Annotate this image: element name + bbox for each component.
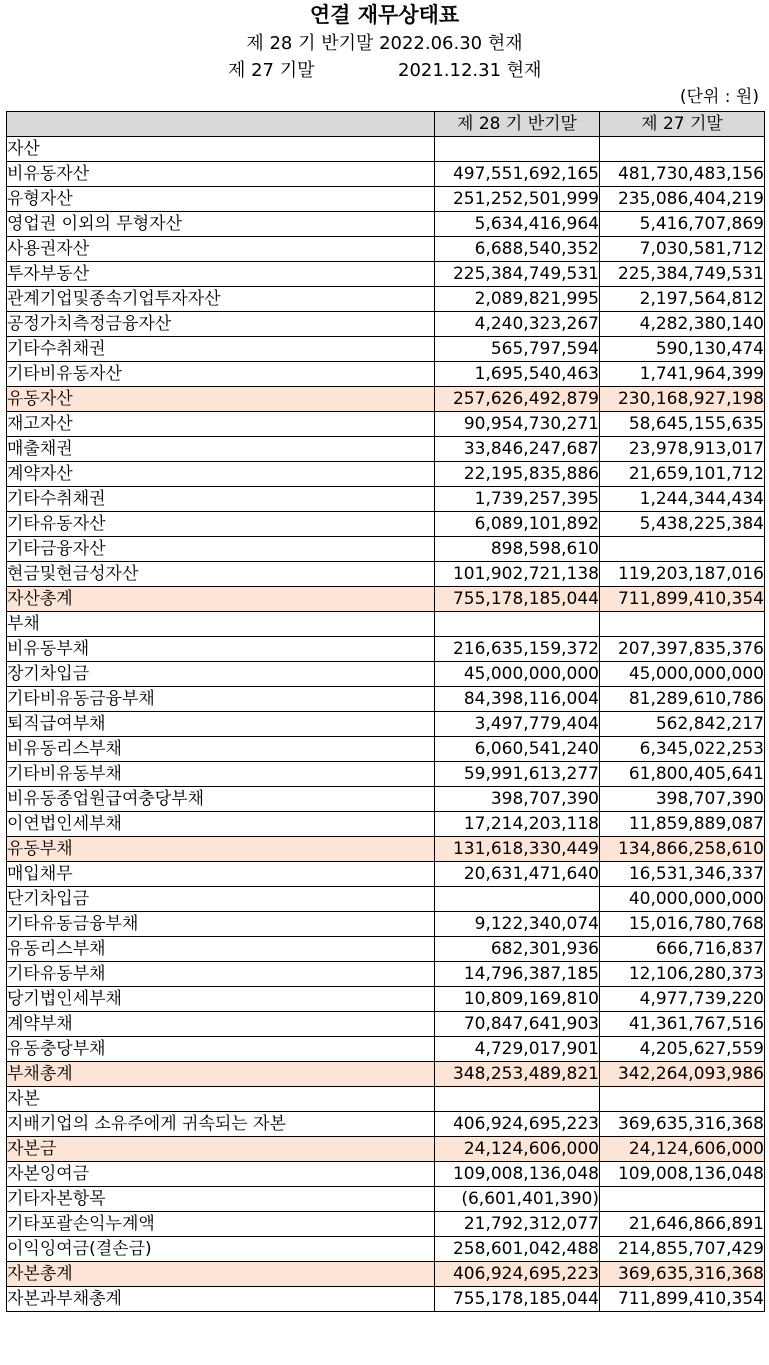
- table-row: [7, 662, 765, 687]
- statement-title: 연결 재무상태표: [309, 3, 460, 27]
- row-label: 기타포괄손익누계액: [7, 1212, 435, 1237]
- prior-period-value: 4,282,380,140: [600, 312, 765, 337]
- row-label: 비유동자산: [7, 162, 435, 187]
- prior-period-value: 590,130,474: [600, 337, 765, 362]
- row-label: 자본잉여금: [7, 1162, 435, 1187]
- row-label: 사용권자산: [7, 237, 435, 262]
- prior-period-value: [600, 1187, 765, 1212]
- table-row: [7, 737, 765, 762]
- table-row: [7, 762, 765, 787]
- table-row: [7, 287, 765, 312]
- current-period-value: 24,124,606,000: [435, 1137, 600, 1162]
- prior-period-value: [600, 1087, 765, 1112]
- row-label: 당기법인세부채: [7, 987, 435, 1012]
- row-label: 지배기업의 소유주에게 귀속되는 자본: [7, 1112, 435, 1137]
- current-period-value: 565,797,594: [435, 337, 600, 362]
- table-row: [7, 837, 765, 862]
- prior-period-value: 711,899,410,354: [600, 587, 765, 612]
- current-period-value: 406,924,695,223: [435, 1112, 600, 1137]
- prior-period-value: 214,855,707,429: [600, 1237, 765, 1262]
- table-row: [7, 962, 765, 987]
- table-row: [7, 887, 765, 912]
- current-period-value: 258,601,042,488: [435, 1237, 600, 1262]
- current-period-value: 9,122,340,074: [435, 912, 600, 937]
- row-label: 이연법인세부채: [7, 812, 435, 837]
- prior-period-value: 134,866,258,610: [600, 837, 765, 862]
- statement-header: [0, 0, 769, 110]
- row-label: 계약부채: [7, 1012, 435, 1037]
- prior-period-value: [600, 612, 765, 637]
- table-row: [7, 687, 765, 712]
- row-label: 기타유동부채: [7, 962, 435, 987]
- prior-period-value: 6,345,022,253: [600, 737, 765, 762]
- row-label: 기타비유동자산: [7, 362, 435, 387]
- row-label: 퇴직급여부채: [7, 712, 435, 737]
- prior-period-value: 109,008,136,048: [600, 1162, 765, 1187]
- table-row: [7, 487, 765, 512]
- prior-period-value: 230,168,927,198: [600, 387, 765, 412]
- current-period-value: 45,000,000,000: [435, 662, 600, 687]
- current-period-value: 17,214,203,118: [435, 812, 600, 837]
- current-period-value: 33,846,247,687: [435, 437, 600, 462]
- current-period-value: 898,598,610: [435, 537, 600, 562]
- header-prior-period: 제 27 기말: [600, 112, 765, 137]
- row-label: 자산총계: [7, 587, 435, 612]
- table-row: [7, 937, 765, 962]
- current-period-value: 4,729,017,901: [435, 1037, 600, 1062]
- table-row: [7, 512, 765, 537]
- table-row: [7, 1212, 765, 1237]
- row-label: 자본: [7, 1087, 435, 1112]
- period-prior-date: 2021.12.31 현재: [398, 60, 542, 81]
- prior-period-value: 481,730,483,156: [600, 162, 765, 187]
- current-period-value: 4,240,323,267: [435, 312, 600, 337]
- table-row: [7, 1112, 765, 1137]
- prior-period-value: 1,244,344,434: [600, 487, 765, 512]
- row-label: 단기차입금: [7, 887, 435, 912]
- current-period-value: 109,008,136,048: [435, 1162, 600, 1187]
- current-period-value: 84,398,116,004: [435, 687, 600, 712]
- current-period-value: 14,796,387,185: [435, 962, 600, 987]
- prior-period-value: 207,397,835,376: [600, 637, 765, 662]
- current-period-value: 59,991,613,277: [435, 762, 600, 787]
- row-label: 공정가치측정금융자산: [7, 312, 435, 337]
- current-period-value: 2,089,821,995: [435, 287, 600, 312]
- current-period-value: 216,635,159,372: [435, 637, 600, 662]
- current-period-value: 21,792,312,077: [435, 1212, 600, 1237]
- current-period-value: 251,252,501,999: [435, 187, 600, 212]
- table-row: [7, 387, 765, 412]
- current-period-value: 406,924,695,223: [435, 1262, 600, 1287]
- row-label: 장기차입금: [7, 662, 435, 687]
- table-row: [7, 537, 765, 562]
- current-period-value: 398,707,390: [435, 787, 600, 812]
- prior-period-value: 40,000,000,000: [600, 887, 765, 912]
- current-period-value: (6,601,401,390): [435, 1187, 600, 1212]
- prior-period-value: 225,384,749,531: [600, 262, 765, 287]
- current-period-value: 90,954,730,271: [435, 412, 600, 437]
- table-row: [7, 362, 765, 387]
- header-item: [7, 112, 435, 137]
- table-header-row: [7, 112, 765, 137]
- prior-period-value: 666,716,837: [600, 937, 765, 962]
- row-label: 투자부동산: [7, 262, 435, 287]
- prior-period-value: [600, 537, 765, 562]
- current-period-value: [435, 887, 600, 912]
- current-period-value: 1,695,540,463: [435, 362, 600, 387]
- current-period-value: 6,060,541,240: [435, 737, 600, 762]
- current-period-value: 20,631,471,640: [435, 862, 600, 887]
- unit-note: (단위 : 원): [679, 87, 759, 107]
- row-label: 자본총계: [7, 1262, 435, 1287]
- prior-period-value: 7,030,581,712: [600, 237, 765, 262]
- table-row: [7, 1287, 765, 1312]
- row-label: 이익잉여금(결손금): [7, 1237, 435, 1262]
- table-row: [7, 1262, 765, 1287]
- table-row: [7, 1037, 765, 1062]
- table-row: [7, 337, 765, 362]
- row-label: 기타수취채권: [7, 337, 435, 362]
- prior-period-value: 5,438,225,384: [600, 512, 765, 537]
- current-period-value: 755,178,185,044: [435, 587, 600, 612]
- row-label: 유동자산: [7, 387, 435, 412]
- prior-period-value: 119,203,187,016: [600, 562, 765, 587]
- table-row: [7, 1237, 765, 1262]
- prior-period-value: 1,741,964,399: [600, 362, 765, 387]
- row-label: 기타금융자산: [7, 537, 435, 562]
- row-label: 기타자본항목: [7, 1187, 435, 1212]
- table-row: [7, 1062, 765, 1087]
- row-label: 자산: [7, 137, 435, 162]
- current-period-value: 131,618,330,449: [435, 837, 600, 862]
- table-row: [7, 637, 765, 662]
- current-period-value: 6,688,540,352: [435, 237, 600, 262]
- period-prior: [0, 57, 769, 84]
- current-period-value: 348,253,489,821: [435, 1062, 600, 1087]
- header-current-period: 제 28 기 반기말: [435, 112, 600, 137]
- prior-period-value: 562,842,217: [600, 712, 765, 737]
- table-row: [7, 562, 765, 587]
- prior-period-value: 2,197,564,812: [600, 287, 765, 312]
- current-period-value: 101,902,721,138: [435, 562, 600, 587]
- prior-period-value: 41,361,767,516: [600, 1012, 765, 1037]
- current-period-value: 10,809,169,810: [435, 987, 600, 1012]
- table-row: [7, 1012, 765, 1037]
- row-label: 매입채무: [7, 862, 435, 887]
- row-label: 유동리스부채: [7, 937, 435, 962]
- prior-period-value: [600, 137, 765, 162]
- table-row: [7, 1087, 765, 1112]
- prior-period-value: 369,635,316,368: [600, 1112, 765, 1137]
- prior-period-value: 58,645,155,635: [600, 412, 765, 437]
- table-row: [7, 237, 765, 262]
- current-period-value: 6,089,101,892: [435, 512, 600, 537]
- current-period-value: 257,626,492,879: [435, 387, 600, 412]
- row-label: 자본과부채총계: [7, 1287, 435, 1312]
- current-period-value: [435, 612, 600, 637]
- table-row: [7, 912, 765, 937]
- row-label: 부채: [7, 612, 435, 637]
- row-label: 비유동종업원급여충당부채: [7, 787, 435, 812]
- prior-period-value: 24,124,606,000: [600, 1137, 765, 1162]
- period-current: 제 28 기 반기말 2022.06.30 현재: [246, 33, 523, 54]
- prior-period-value: 398,707,390: [600, 787, 765, 812]
- prior-period-value: 11,859,889,087: [600, 812, 765, 837]
- row-label: 부채총계: [7, 1062, 435, 1087]
- row-label: 비유동리스부채: [7, 737, 435, 762]
- prior-period-value: 23,978,913,017: [600, 437, 765, 462]
- table-row: [7, 612, 765, 637]
- row-label: 자본금: [7, 1137, 435, 1162]
- prior-period-value: 4,205,627,559: [600, 1037, 765, 1062]
- table-row: [7, 587, 765, 612]
- table-row: [7, 162, 765, 187]
- current-period-value: 3,497,779,404: [435, 712, 600, 737]
- prior-period-value: 235,086,404,219: [600, 187, 765, 212]
- current-period-value: [435, 1087, 600, 1112]
- current-period-value: 225,384,749,531: [435, 262, 600, 287]
- prior-period-value: 21,659,101,712: [600, 462, 765, 487]
- prior-period-value: 5,416,707,869: [600, 212, 765, 237]
- table-row: [7, 987, 765, 1012]
- row-label: 비유동부채: [7, 637, 435, 662]
- table-row: [7, 712, 765, 737]
- table-row: [7, 437, 765, 462]
- prior-period-value: 12,106,280,373: [600, 962, 765, 987]
- row-label: 유동충당부채: [7, 1037, 435, 1062]
- table-row: [7, 262, 765, 287]
- row-label: 계약자산: [7, 462, 435, 487]
- prior-period-value: 15,016,780,768: [600, 912, 765, 937]
- prior-period-value: 61,800,405,641: [600, 762, 765, 787]
- prior-period-value: 21,646,866,891: [600, 1212, 765, 1237]
- table-row: [7, 462, 765, 487]
- prior-period-value: 4,977,739,220: [600, 987, 765, 1012]
- table-row: [7, 137, 765, 162]
- row-label: 유동부채: [7, 837, 435, 862]
- prior-period-value: 45,000,000,000: [600, 662, 765, 687]
- prior-period-value: 711,899,410,354: [600, 1287, 765, 1312]
- table-row: [7, 1187, 765, 1212]
- row-label: 기타수취채권: [7, 487, 435, 512]
- row-label: 기타비유동금융부채: [7, 687, 435, 712]
- row-label: 유형자산: [7, 187, 435, 212]
- balance-sheet-table: [6, 111, 765, 1312]
- row-label: 기타유동금융부채: [7, 912, 435, 937]
- table-body: [7, 137, 765, 1312]
- prior-period-value: 81,289,610,786: [600, 687, 765, 712]
- table-row: [7, 787, 765, 812]
- row-label: 관계기업및종속기업투자자산: [7, 287, 435, 312]
- prior-period-value: 342,264,093,986: [600, 1062, 765, 1087]
- current-period-value: 755,178,185,044: [435, 1287, 600, 1312]
- table-row: [7, 1137, 765, 1162]
- row-label: 기타유동자산: [7, 512, 435, 537]
- table-row: [7, 1162, 765, 1187]
- current-period-value: 70,847,641,903: [435, 1012, 600, 1037]
- row-label: 매출채권: [7, 437, 435, 462]
- prior-period-value: 16,531,346,337: [600, 862, 765, 887]
- row-label: 현금및현금성자산: [7, 562, 435, 587]
- current-period-value: 5,634,416,964: [435, 212, 600, 237]
- table-row: [7, 312, 765, 337]
- current-period-value: 497,551,692,165: [435, 162, 600, 187]
- current-period-value: 1,739,257,395: [435, 487, 600, 512]
- table-row: [7, 212, 765, 237]
- table-row: [7, 187, 765, 212]
- current-period-value: [435, 137, 600, 162]
- row-label: 기타비유동부채: [7, 762, 435, 787]
- period-prior-label: 제 27 기말: [228, 60, 315, 81]
- row-label: 재고자산: [7, 412, 435, 437]
- table-row: [7, 812, 765, 837]
- table-row: [7, 862, 765, 887]
- prior-period-value: 369,635,316,368: [600, 1262, 765, 1287]
- row-label: 영업권 이외의 무형자산: [7, 212, 435, 237]
- current-period-value: 22,195,835,886: [435, 462, 600, 487]
- table-row: [7, 412, 765, 437]
- current-period-value: 682,301,936: [435, 937, 600, 962]
